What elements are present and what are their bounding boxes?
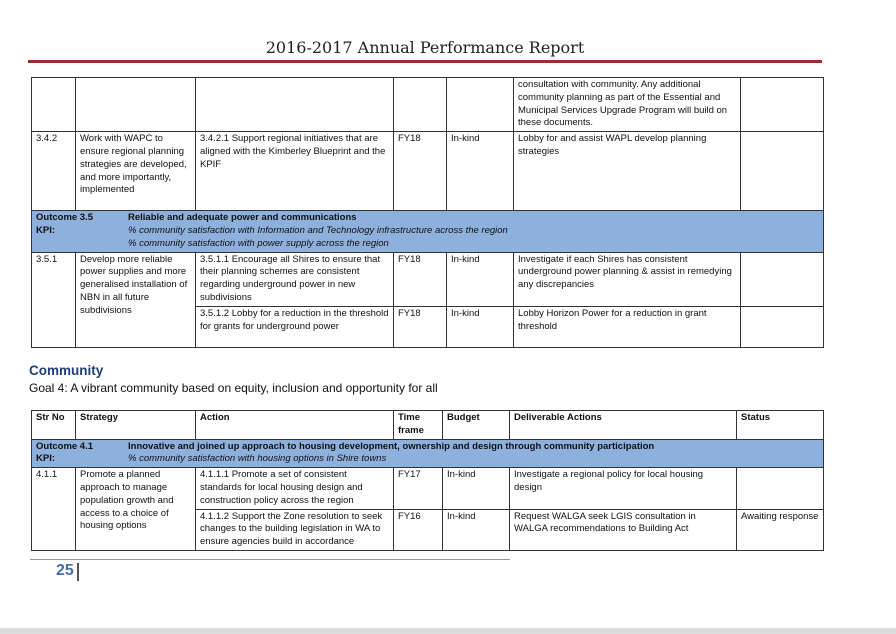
table-header-row [32, 411, 824, 440]
cell-action: 4.1.1.2 Support the Zone resolution to seek changes to the building legislation in WA to ensure agencies build in accordance [196, 509, 394, 550]
outcome-cell [32, 211, 824, 252]
column-header: Budget [443, 411, 510, 440]
cell-status [741, 306, 824, 347]
strategy-table-2 [31, 410, 824, 551]
column-header: Status [737, 411, 824, 440]
kpi-text: % community satisfaction with Information and Technology infrastructure across the region [128, 224, 508, 236]
cell-strategy [76, 78, 196, 132]
cell-budget: In-kind [447, 132, 514, 211]
cell-strategy: Promote a planned approach to manage population growth and access to a choice of housing options [76, 468, 196, 551]
cell-deliverable: Request WALGA seek LGIS consultation in WALGA recommendations to Building Act [510, 509, 737, 550]
cell-status: Awaiting response [737, 509, 824, 550]
cell-status [741, 252, 824, 306]
cell-action: 3.5.1.1 Encourage all Shires to ensure that their planning schemes are consistent regarding underground power in new subdivisions [196, 252, 394, 306]
cell-budget: In-kind [447, 306, 514, 347]
kpi-label: KPI: [36, 224, 55, 236]
cell-timeframe: FY18 [394, 252, 447, 306]
page-number-divider [77, 563, 79, 581]
outcome-row [32, 211, 824, 252]
outcome-title: Innovative and joined up approach to housing development, ownership and design through community participation [128, 440, 655, 452]
cell-budget: In-kind [443, 468, 510, 509]
goal-text: Goal 4: A vibrant community based on equity, inclusion and opportunity for all [29, 381, 438, 395]
page-number: 25 [56, 562, 74, 579]
strategy-table-1 [31, 77, 824, 348]
footer-rule [30, 559, 510, 560]
cell-budget: In-kind [443, 509, 510, 550]
cell-str-no: 3.4.2 [32, 132, 76, 211]
outcome-label: Outcome 4.1 [36, 440, 94, 452]
cell-deliverable: Investigate if each Shires has consistent underground power planning & assist in remedying any discrepancies [514, 252, 741, 306]
cell-action: 4.1.1.1 Promote a set of consistent standards for local housing design and construction policy across the region [196, 468, 394, 509]
cell-budget: In-kind [447, 252, 514, 306]
cell-timeframe: FY18 [394, 132, 447, 211]
section-heading: Community [29, 363, 104, 378]
cell-deliverable: Lobby for and assist WAPL develop planning strategies [514, 132, 741, 211]
outcome-title: Reliable and adequate power and communications [128, 212, 357, 224]
kpi-text: % community satisfaction with power supply across the region [128, 237, 389, 249]
page-title: 2016-2017 Annual Performance Report [265, 38, 585, 57]
column-header: Time frame [394, 411, 443, 440]
outcome-label: Outcome 3.5 [36, 212, 94, 224]
cell-str-no: 4.1.1 [32, 468, 76, 551]
cell-strategy: Work with WAPC to ensure regional planning strategies are developed, and more importantly, implemented [76, 132, 196, 211]
table-row [32, 78, 824, 132]
cell-timeframe: FY16 [394, 509, 443, 550]
title-rule [28, 60, 822, 63]
cell-deliverable: Lobby Horizon Power for a reduction in grant threshold [514, 306, 741, 347]
cell-action: 3.5.1.2 Lobby for a reduction in the threshold for grants for underground power [196, 306, 394, 347]
column-header: Deliverable Actions [510, 411, 737, 440]
table-row [32, 468, 824, 509]
outcome-row [32, 439, 824, 468]
cell-strategy: Develop more reliable power supplies and more generalised installation of NBN in all future subdivisions [76, 252, 196, 347]
column-header: Str No [32, 411, 76, 440]
cell-timeframe [394, 78, 447, 132]
column-header: Strategy [76, 411, 196, 440]
cell-timeframe: FY18 [394, 306, 447, 347]
table-row [32, 252, 824, 306]
cell-action [196, 78, 394, 132]
cell-status [737, 468, 824, 509]
cell-budget [447, 78, 514, 132]
cell-timeframe: FY17 [394, 468, 443, 509]
page-bottom-edge [0, 628, 896, 634]
cell-str-no [32, 78, 76, 132]
kpi-text: % community satisfaction with housing options in Shire towns [128, 453, 387, 465]
cell-deliverable: Investigate a regional policy for local housing design [510, 468, 737, 509]
outcome-cell [32, 439, 824, 468]
table-row [32, 132, 824, 211]
cell-status [741, 132, 824, 211]
kpi-label: KPI: [36, 453, 55, 465]
cell-status [741, 78, 824, 132]
cell-str-no: 3.5.1 [32, 252, 76, 347]
column-header: Action [196, 411, 394, 440]
cell-deliverable: consultation with community. Any additional community planning as part of the Essential and Municipal Services Upgrade Program will build on these documents. [514, 78, 741, 132]
cell-action: 3.4.2.1 Support regional initiatives that are aligned with the Kimberley Blueprint and the KPIF [196, 132, 394, 211]
